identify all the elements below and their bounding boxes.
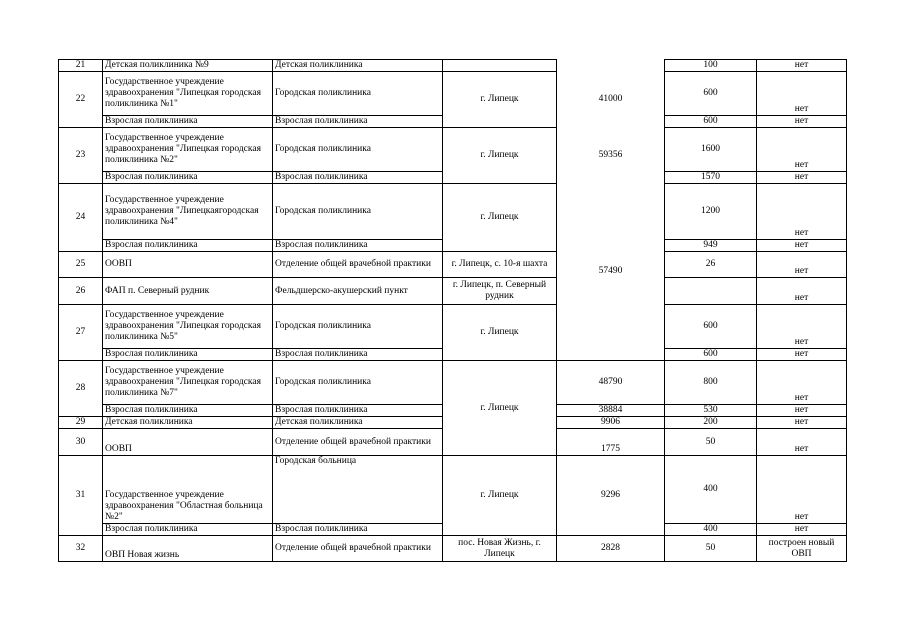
sub-modernization: нет (757, 524, 847, 536)
facility-name: ООВП (103, 429, 273, 456)
location: г. Липецк (443, 72, 557, 128)
facility-name: ФАП п. Северный рудник (103, 278, 273, 305)
facility-type: Детская поликлиника (273, 417, 443, 429)
modernization: построен новый ОВП (757, 536, 847, 562)
table-row (59, 278, 847, 305)
sub-facility-type: Взрослая поликлиника (273, 172, 443, 184)
location: г. Липецк (443, 361, 557, 456)
sub-capacity: 949 (665, 240, 757, 252)
row-number: 26 (59, 278, 103, 305)
facility-type: Городская поликлиника (273, 128, 443, 172)
facility-type: Городская поликлиника (273, 72, 443, 116)
facility-type: Городская поликлиника (273, 184, 443, 240)
location: г. Липецк (443, 184, 557, 252)
sub-modernization: нет (757, 172, 847, 184)
table-row (59, 252, 847, 278)
table-row (59, 536, 847, 562)
population: 1775 (557, 429, 665, 456)
capacity: 1200 (665, 184, 757, 240)
population: 9906 (557, 417, 665, 429)
sub-population: 38884 (557, 405, 665, 417)
facility-name: Государственное учреждение здравоохранения "Областная больница №2" (103, 456, 273, 524)
facility-name: Государственное учреждение здравоохранения "Липецкая городская поликлиника №7" (103, 361, 273, 405)
facility-name: Государственное учреждение здравоохранения "Липецкая городская поликлиника №2" (103, 128, 273, 172)
sub-facility-type: Взрослая поликлиника (273, 524, 443, 536)
location: г. Липецк (443, 305, 557, 361)
modernization: нет (757, 72, 847, 116)
sub-facility-type: Взрослая поликлиника (273, 240, 443, 252)
sub-capacity: 400 (665, 524, 757, 536)
location: г. Липецк (443, 456, 557, 536)
sub-facility-name: Взрослая поликлиника (103, 172, 273, 184)
sub-facility-name: Взрослая поликлиника (103, 524, 273, 536)
modernization: нет (757, 184, 847, 240)
population (557, 60, 665, 72)
sub-capacity: 600 (665, 349, 757, 361)
capacity: 200 (665, 417, 757, 429)
sub-facility-name: Взрослая поликлиника (103, 349, 273, 361)
facility-name: ОВП Новая жизнь (103, 536, 273, 562)
row-number: 29 (59, 417, 103, 429)
row-number: 22 (59, 72, 103, 128)
row-number: 21 (59, 60, 103, 72)
facility-name: Детская поликлиника (103, 417, 273, 429)
sub-modernization: нет (757, 349, 847, 361)
capacity: 800 (665, 361, 757, 405)
population: 48790 (557, 361, 665, 405)
table-row (59, 361, 847, 405)
sub-modernization: нет (757, 116, 847, 128)
row-number: 30 (59, 429, 103, 456)
facility-type: Городская больница (273, 456, 443, 524)
population: 9296 (557, 456, 665, 536)
sub-facility-type: Взрослая поликлиника (273, 349, 443, 361)
sub-facility-type: Взрослая поликлиника (273, 405, 443, 417)
facility-name: Детская поликлиника №9 (103, 60, 273, 72)
facility-name: Государственное учреждение здравоохранения "Липецкая городская поликлиника №1" (103, 72, 273, 116)
facility-type: Городская поликлиника (273, 361, 443, 405)
facility-type: Детская поликлиника (273, 60, 443, 72)
table-row (59, 456, 847, 524)
row-number: 28 (59, 361, 103, 417)
modernization: нет (757, 456, 847, 524)
facility-name: ООВП (103, 252, 273, 278)
sub-modernization: нет (757, 405, 847, 417)
sub-facility-name: Взрослая поликлиника (103, 405, 273, 417)
sub-facility-type: Взрослая поликлиника (273, 116, 443, 128)
modernization: нет (757, 278, 847, 305)
table-row (59, 72, 847, 116)
row-number: 23 (59, 128, 103, 184)
population: 41000 (598, 94, 623, 104)
table-row (59, 184, 847, 240)
location: г. Липецк, п. Северный рудник (443, 278, 557, 305)
facility-type: Городская поликлиника (273, 305, 443, 349)
row-number: 25 (59, 252, 103, 278)
location: г. Липецк (443, 128, 557, 184)
population: 57490 (598, 266, 623, 277)
sub-capacity: 1570 (665, 172, 757, 184)
modernization: нет (757, 361, 847, 405)
capacity: 600 (665, 305, 757, 349)
facility-type: Фельдшерско-акушерский пункт (273, 278, 443, 305)
table-row (59, 305, 847, 349)
facility-type: Отделение общей врачебной практики (273, 536, 443, 562)
capacity: 400 (665, 456, 757, 524)
table-row (59, 60, 847, 72)
capacity (665, 278, 757, 305)
capacity: 26 (665, 252, 757, 278)
capacity: 1600 (665, 128, 757, 172)
capacity: 100 (665, 60, 757, 72)
capacity: 600 (665, 72, 757, 116)
modernization: нет (757, 252, 847, 278)
facility-name: Государственное учреждение здравоохранения "Липецкаягородская поликлиника №4" (103, 184, 273, 240)
facility-name: Государственное учреждение здравоохранения "Липецкая городская поликлиника №5" (103, 305, 273, 349)
row-number: 24 (59, 184, 103, 252)
location: пос. Новая Жизнь, г. Липецк (443, 536, 557, 562)
capacity: 50 (665, 536, 757, 562)
population: 2828 (557, 536, 665, 562)
facilities-table (58, 59, 847, 562)
modernization: нет (757, 429, 847, 456)
sub-capacity: 600 (665, 116, 757, 128)
location (443, 60, 557, 72)
facility-type: Отделение общей врачебной практики (273, 429, 443, 456)
capacity: 50 (665, 429, 757, 456)
sub-facility-name: Взрослая поликлиника (103, 240, 273, 252)
modernization: нет (757, 60, 847, 72)
row-number: 31 (59, 456, 103, 536)
sub-capacity: 530 (665, 405, 757, 417)
modernization: нет (757, 305, 847, 349)
modernization: нет (757, 128, 847, 172)
sub-facility-name: Взрослая поликлиника (103, 116, 273, 128)
location: г. Липецк, с. 10-я шахта (443, 252, 557, 278)
row-number: 27 (59, 305, 103, 361)
facility-type: Отделение общей врачебной практики (273, 252, 443, 278)
sub-modernization: нет (757, 240, 847, 252)
row-number: 32 (59, 536, 103, 562)
modernization: нет (757, 417, 847, 429)
table-row (59, 128, 847, 172)
population: 59356 (598, 150, 623, 160)
